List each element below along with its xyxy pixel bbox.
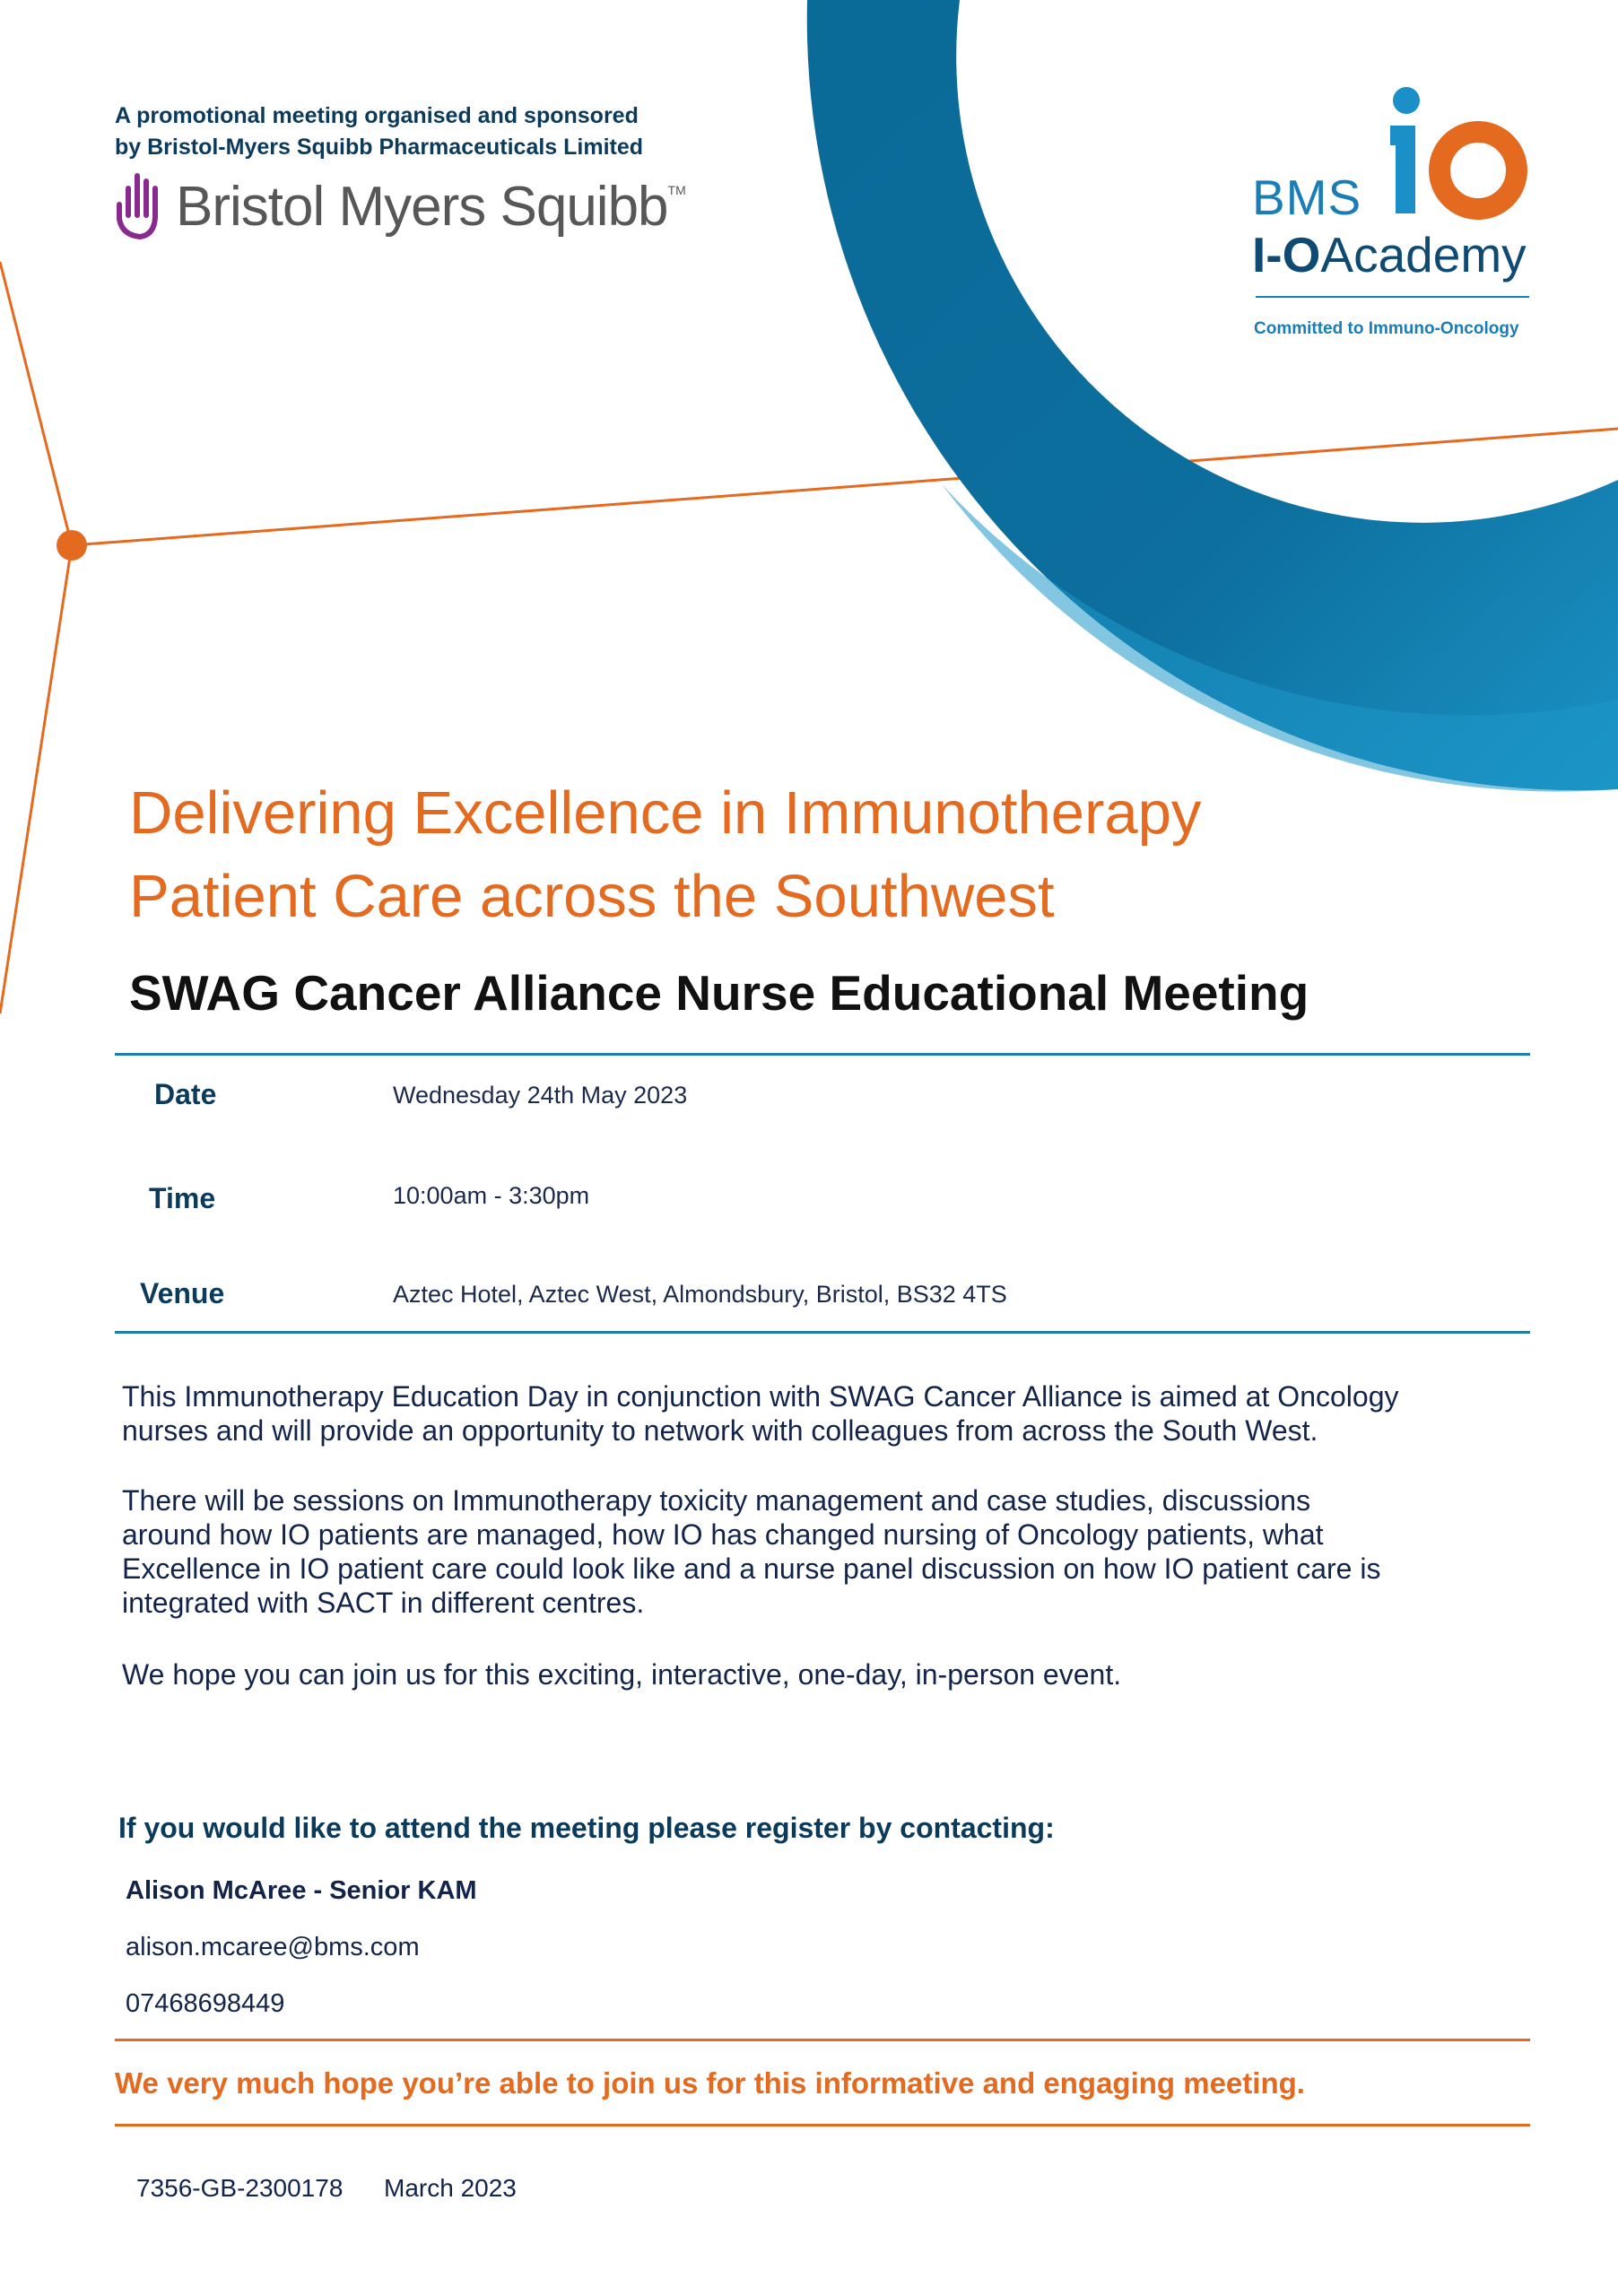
page-title (129, 771, 1385, 938)
academy-io-suffix: Academy (1320, 227, 1527, 283)
orange-node-dot (57, 530, 87, 561)
date-value: Wednesday 24th May 2023 (393, 1082, 688, 1109)
academy-io-prefix: I-O (1252, 227, 1321, 283)
academy-name (1252, 226, 1527, 283)
paragraph-sessions (122, 1483, 1521, 1620)
document-code: 7356-GB-2300178 (136, 2174, 344, 2202)
closing-top-rule (115, 2039, 1530, 2041)
contact-email-link[interactable]: alison.mcaree@bms.com (126, 1933, 420, 1961)
paragraph-intro (122, 1379, 1521, 1448)
contact-name: Alison McAree - Senior KAM (126, 1876, 477, 1905)
time-value: 10:00am - 3:30pm (393, 1182, 590, 1209)
academy-divider (1256, 296, 1529, 298)
page-subtitle: SWAG Cancer Alliance Nurse Educational Meeting (129, 965, 1309, 1021)
paragraph-line: nurses and will provide an opportunity to network with colleagues from across the South West. (122, 1414, 1318, 1447)
hand-icon (115, 172, 160, 240)
orange-line-top (0, 262, 72, 545)
trademark-mark: TM (667, 183, 686, 197)
closing-message: We very much hope you’re able to join us for this informative and engaging meeting. (115, 2066, 1305, 2100)
bms-logo (115, 172, 686, 240)
venue-label: Venue (140, 1277, 225, 1309)
register-heading: If you would like to attend the meeting please register by contacting: (118, 1812, 1055, 1844)
academy-tagline: Committed to Immuno-Oncology (1254, 319, 1519, 338)
title-line-1: Delivering Excellence in Immunotherapy (129, 779, 1202, 847)
academy-bms-text: BMS (1252, 170, 1362, 225)
contact-phone: 07468698449 (126, 1989, 285, 2018)
date-label: Date (154, 1078, 217, 1110)
paragraph-line: This Immunotherapy Education Day in conjunction with SWAG Cancer Alliance is aimed at Oncology (122, 1380, 1399, 1413)
document-date: March 2023 (384, 2174, 517, 2202)
orange-line-down (0, 545, 72, 1013)
sponsor-statement (115, 100, 643, 163)
closing-bottom-rule (115, 2124, 1530, 2126)
paragraph-line: There will be sessions on Immunotherapy toxicity management and case studies, discussions (122, 1484, 1311, 1517)
paragraph-line: Excellence in IO patient care could look like and a nurse panel discussion on how IO patient care is (122, 1552, 1381, 1585)
details-bottom-rule (115, 1331, 1530, 1334)
title-line-2: Patient Care across the Southwest (129, 863, 1055, 930)
bms-wordmark: Bristol Myers Squibb (176, 175, 668, 238)
venue-value: Aztec Hotel, Aztec West, Almondsbury, Bristol, BS32 4TS (393, 1281, 1007, 1308)
paragraph-line: integrated with SACT in different centres. (122, 1587, 645, 1619)
time-label: Time (149, 1182, 216, 1214)
paragraph-invite: We hope you can join us for this exciting, interactive, one-day, in-person event. (122, 1658, 1122, 1691)
paragraph-line: around how IO patients are managed, how IO has changed nursing of Oncology patients, what (122, 1518, 1324, 1551)
sponsor-line-1: A promotional meeting organised and sponsored (115, 103, 639, 128)
sponsor-line-2: by Bristol-Myers Squibb Pharmaceuticals Limited (115, 135, 644, 160)
details-top-rule (115, 1053, 1530, 1056)
